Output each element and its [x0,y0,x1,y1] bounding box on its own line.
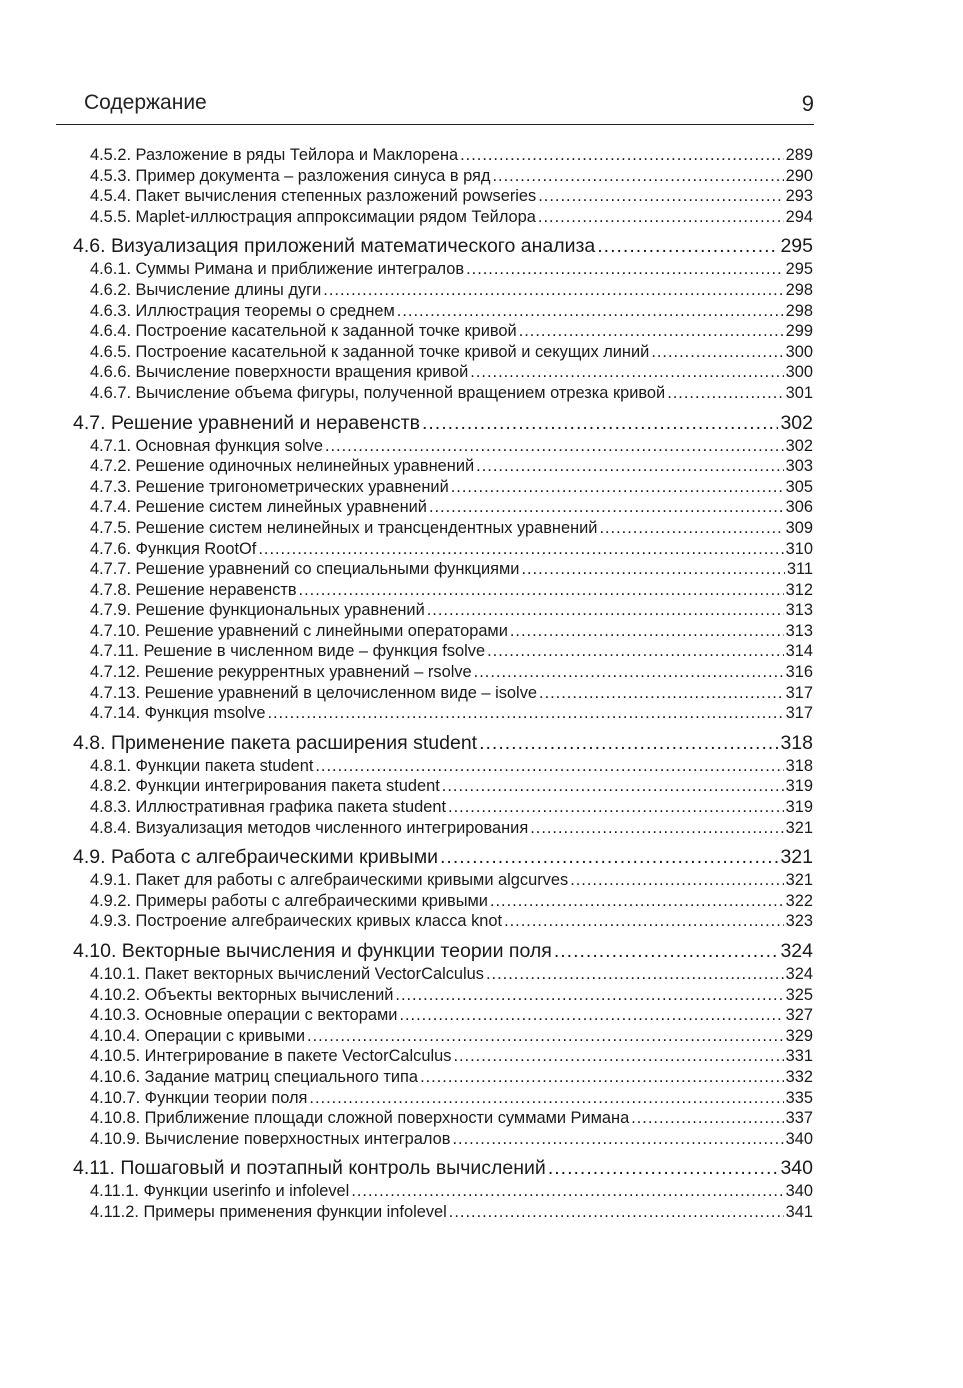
toc-subsection-entry [73,560,813,581]
toc-entry-page: 310 [785,539,813,558]
toc-entry-page: 327 [785,1006,813,1025]
toc-entry-page: 332 [785,1067,813,1086]
toc-entry-title: 4.5.2. Разложение в ряды Тейлора и Маклорена [90,146,459,164]
toc-entry-title: 4.7.2. Решение одиночных нелинейных уравнений [90,457,475,476]
toc-entry-page: 313 [785,601,813,620]
dot-leader [299,581,784,600]
dot-leader [521,560,784,579]
dot-leader [449,1203,784,1222]
toc-entry-title: 4.10. Векторные вычисления и функции теории поля [73,940,552,962]
toc-subsection-entry [73,965,813,986]
toc-entry-title: 4.10.5. Интегрирование в пакете VectorCalculus [90,1047,452,1066]
toc-entry-title: 4.5.4. Пакет вычисления степенных разложений powseries [90,187,537,206]
dot-leader [420,1068,784,1087]
toc-entry-page: 318 [785,756,813,775]
dot-leader [399,1006,783,1025]
toc-subsection-entry [73,1027,813,1048]
toc-subsection-entry [73,622,813,643]
dot-leader [395,986,783,1005]
dot-leader [309,1089,783,1108]
toc-subsection-entry [73,167,813,188]
toc-entry-page: 303 [785,457,813,476]
toc-section-entry [73,412,813,437]
toc-entry-page: 290 [785,166,813,185]
toc-subsection-entry [73,1182,813,1203]
dot-leader [479,732,778,755]
toc-subsection-entry [73,819,813,840]
dot-leader [451,478,784,497]
toc-entry-page: 309 [785,518,813,537]
toc-section-entry [73,235,813,260]
dot-leader [539,684,784,703]
toc-section-entry [73,846,813,871]
toc-entry-page: 319 [785,777,813,796]
dot-leader [510,622,784,641]
toc-subsection-entry [73,642,813,663]
toc-entry-page: 321 [785,871,813,890]
toc-subsection-entry [73,302,813,323]
toc-entry-title: 4.7.13. Решение уравнений в целочисленном виде – isolve [90,683,538,702]
toc-entry-title: 4.10.7. Функции теории поля [90,1088,308,1107]
toc-subsection-entry [73,1089,813,1110]
dot-leader [493,167,784,186]
toc-entry-title: 4.6.5. Построение касательной к заданной точке кривой и секущих линий [90,342,650,361]
toc-entry-title: 4.10.2. Объекты векторных вычислений [90,985,394,1004]
dot-leader [548,1157,779,1180]
toc-entry-page: 337 [785,1109,813,1128]
toc-entry-page: 316 [785,663,813,682]
table-of-contents [73,146,813,1224]
toc-entry-title: 4.9.1. Пакет для работы с алгебраическими кривыми algcurves [90,871,569,890]
dot-leader [530,819,783,838]
toc-subsection-entry [73,437,813,458]
dot-leader [490,892,784,911]
dot-leader [427,601,784,620]
toc-subsection-entry [73,892,813,913]
dot-leader [519,322,784,341]
toc-section-entry [73,1157,813,1182]
dot-leader [470,363,783,382]
running-header-title: Содержание [84,91,207,114]
toc-entry-page: 299 [785,322,813,341]
toc-entry-page: 314 [785,642,813,661]
dot-leader [476,457,783,476]
toc-entry-page: 312 [785,580,813,599]
toc-entry-page: 293 [785,187,813,206]
dot-leader [452,1130,783,1149]
toc-entry-title: 4.6.6. Вычисление поверхности вращения кривой [90,363,469,382]
toc-entry-title: 4.11.2. Примеры применения функции infolevel [90,1202,447,1221]
toc-entry-title: 4.10.8. Приближение площади сложной поверхности суммами Римана [90,1109,630,1128]
toc-subsection-entry [73,478,813,499]
toc-entry-title: 4.7.1. Основная функция solve [90,436,323,455]
dot-leader [429,498,784,517]
dot-leader [442,777,784,796]
toc-entry-page: 321 [780,846,813,869]
toc-subsection-entry [73,540,813,561]
toc-entry-page: 322 [785,891,813,910]
toc-entry-title: 4.7. Решение уравнений и неравенств [73,411,420,434]
toc-entry-title: 4.8.2. Функции интегрирования пакета student [90,777,440,796]
dot-leader [422,412,779,435]
toc-entry-page: 319 [785,798,813,817]
dot-leader [351,1182,783,1201]
toc-entry-page: 298 [785,301,813,320]
toc-subsection-entry [73,581,813,602]
toc-subsection-entry [73,1203,813,1224]
toc-entry-title: 4.8.1. Функции пакета student [90,756,314,775]
toc-subsection-entry [73,871,813,892]
toc-entry-page: 306 [785,498,813,517]
toc-subsection-entry [73,704,813,725]
toc-entry-title: 4.11. Пошаговый и поэтапный контроль вычислений [73,1157,546,1180]
toc-subsection-entry [73,457,813,478]
toc-subsection-entry [73,663,813,684]
toc-entry-page: 341 [785,1202,813,1221]
toc-entry-title: 4.6.2. Вычисление длины дуги [90,280,322,299]
toc-entry-page: 295 [785,260,813,279]
dot-leader [453,1047,783,1066]
toc-entry-page: 300 [785,363,813,382]
toc-entry-title: 4.5.3. Пример документа – разложения синуса в ряд [90,166,491,185]
toc-entry-title: 4.6.4. Построение касательной к заданной точке кривой [90,322,517,341]
toc-entry-title: 4.6. Визуализация приложений математического анализа [73,235,596,258]
toc-entry-title: 4.7.8. Решение неравенств [90,580,297,599]
toc-entry-page: 302 [780,411,813,434]
toc-entry-title: 4.8.4. Визуализация методов численного интегрирования [90,818,529,837]
dot-leader [538,187,783,206]
toc-entry-page: 302 [785,436,813,455]
dot-leader [474,663,784,682]
toc-section-entry [73,940,813,965]
toc-entry-title: 4.5.5. Maplet-иллюстрация аппроксимации рядом Тейлора [90,207,536,226]
dot-leader [651,343,783,362]
toc-entry-page: 321 [785,818,813,837]
toc-subsection-entry [73,986,813,1007]
toc-entry-page: 318 [780,731,813,754]
toc-entry-page: 329 [785,1026,813,1045]
toc-subsection-entry [73,343,813,364]
toc-entry-title: 4.7.12. Решение рекуррентных уравнений – rsolve [90,663,472,682]
toc-entry-page: 294 [785,207,813,226]
toc-entry-page: 340 [780,1157,813,1180]
toc-entry-page: 324 [785,965,813,983]
toc-entry-page: 313 [785,621,813,640]
dot-leader [631,1109,783,1128]
toc-subsection-entry [73,281,813,302]
page-number: 9 [801,91,814,116]
dot-leader [538,208,784,227]
toc-entry-title: 4.8. Применение пакета расширения student [73,731,478,754]
toc-subsection-entry [73,260,813,281]
toc-entry-page: 298 [785,280,813,299]
toc-entry-title: 4.6.1. Суммы Римана и приближение интегралов [90,260,465,279]
toc-entry-title: 4.7.6. Функция RootOf [90,539,257,558]
toc-entry-page: 340 [785,1129,813,1148]
toc-entry-title: 4.10.3. Основные операции с векторами [90,1006,398,1025]
toc-entry-page: 340 [785,1182,813,1201]
dot-leader [267,704,783,723]
toc-entry-title: 4.7.4. Решение систем линейных уравнений [90,498,427,517]
toc-entry-title: 4.10.4. Операции с кривыми [90,1026,306,1045]
toc-entry-title: 4.7.11. Решение в численном виде – функция fsolve [90,642,486,661]
toc-entry-page: 325 [785,985,813,1004]
toc-entry-title: 4.10.6. Задание матриц специального типа [90,1067,419,1086]
toc-entry-page: 311 [786,560,813,579]
toc-entry-page: 335 [785,1088,813,1107]
toc-entry-page: 323 [785,912,813,931]
toc-subsection-entry [73,1068,813,1089]
toc-subsection-entry [73,498,813,519]
toc-entry-title: 4.7.10. Решение уравнений с линейными операторами [90,621,508,640]
toc-subsection-entry [73,1006,813,1027]
toc-entry-title: 4.9. Работа с алгебраическими кривыми [73,846,438,869]
dot-leader [486,965,784,984]
dot-leader [315,757,783,776]
toc-subsection-entry [73,384,813,405]
dot-leader [323,281,783,300]
toc-subsection-entry [73,912,813,933]
dot-leader [597,235,778,258]
dot-leader [325,437,784,456]
dot-leader [599,519,783,538]
dot-leader [307,1027,784,1046]
toc-entry-title: 4.7.3. Решение тригонометрических уравнений [90,477,449,496]
toc-entry-title: 4.8.3. Иллюстративная графика пакета student [90,798,447,817]
toc-entry-title: 4.9.3. Построение алгебраических кривых класса knot [90,912,503,931]
dot-leader [466,260,784,279]
toc-entry-title: 4.9.2. Примеры работы с алгебраическими кривыми [90,891,488,910]
toc-subsection-entry [73,757,813,778]
toc-entry-page: 301 [785,383,813,402]
toc-entry-page: 300 [785,342,813,361]
dot-leader [487,642,784,661]
dot-leader [667,384,783,403]
toc-entry-page: 317 [785,683,813,702]
toc-entry-title: 4.10.9. Вычисление поверхностных интегралов [90,1129,451,1148]
toc-entry-page: 317 [785,704,813,723]
toc-entry-title: 4.6.7. Вычисление объема фигуры, полученной вращением отрезка кривой [90,383,666,402]
dot-leader [570,871,783,890]
toc-entry-page: 305 [785,477,813,496]
toc-entry-page: 324 [780,940,813,962]
toc-subsection-entry [73,1130,813,1151]
toc-subsection-entry [73,684,813,705]
toc-entry-title: 4.7.5. Решение систем нелинейных и трансцендентных уравнений [90,518,598,537]
toc-subsection-entry [73,1047,813,1068]
toc-entry-title: 4.7.9. Решение функциональных уравнений [90,601,425,620]
toc-entry-page: 295 [780,235,813,258]
toc-section-entry [73,732,813,757]
dot-leader [448,798,784,817]
toc-subsection-entry [73,363,813,384]
toc-subsection-entry [73,187,813,208]
toc-subsection-entry [73,146,813,167]
toc-subsection-entry [73,601,813,622]
toc-entry-page: 289 [785,146,813,164]
dot-leader [554,940,779,963]
dot-leader [397,302,784,321]
toc-entry-title: 4.11.1. Функции userinfo и infolevel [90,1182,350,1201]
toc-subsection-entry [73,208,813,229]
dot-leader [440,846,778,869]
toc-entry-title: 4.7.14. Функция msolve [90,704,266,723]
dot-leader [504,912,784,931]
running-header [56,88,814,125]
dot-leader [460,146,784,165]
toc-entry-title: 4.7.7. Решение уравнений со специальными функциями [90,560,520,579]
toc-entry-title: 4.10.1. Пакет векторных вычислений VectorCalculus [90,965,484,983]
toc-entry-page: 331 [785,1047,813,1066]
toc-subsection-entry [73,777,813,798]
toc-subsection-entry [73,798,813,819]
toc-entry-title: 4.6.3. Иллюстрация теоремы о среднем [90,301,395,320]
toc-subsection-entry [73,1109,813,1130]
dot-leader [258,540,783,559]
toc-subsection-entry [73,519,813,540]
toc-subsection-entry [73,322,813,343]
